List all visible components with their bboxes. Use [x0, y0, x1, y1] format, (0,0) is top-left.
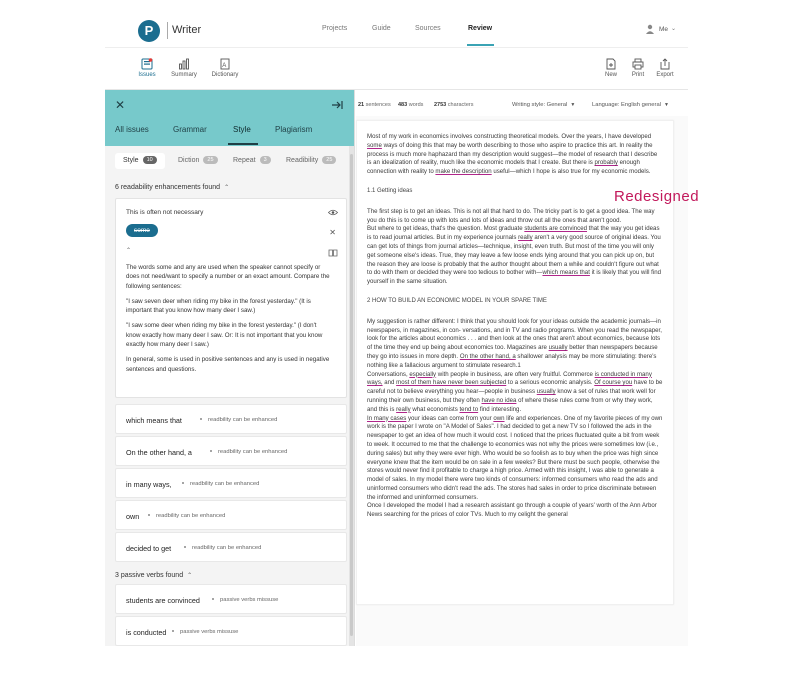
- svg-text:A: A: [222, 63, 227, 69]
- new-doc-icon: [605, 58, 617, 70]
- chevron-up-icon[interactable]: ⌃: [126, 248, 132, 254]
- close-icon[interactable]: ✕: [115, 98, 126, 112]
- issue-category: readbility can be enhanced: [182, 481, 259, 487]
- issues-panel: [105, 90, 355, 646]
- chevron-up-icon: ⌃: [187, 573, 193, 579]
- redesigned-annotation: Redesigned: [614, 188, 700, 205]
- tab-all-issues[interactable]: All issues: [115, 125, 149, 134]
- language-dropdown[interactable]: Language: English general ▼: [592, 102, 669, 108]
- subtab-style[interactable]: [115, 153, 165, 169]
- print-icon: [632, 58, 644, 70]
- flagged-phrase[interactable]: especially: [409, 370, 437, 378]
- dictionary-label: Dictionary: [211, 72, 239, 78]
- tab-plagiarism[interactable]: Plagiarism: [275, 125, 313, 134]
- passive-group-title: 3 passive verbs found: [115, 572, 184, 579]
- issue-category: readbility can be enhanced: [210, 449, 287, 455]
- issue-item[interactable]: [115, 436, 347, 466]
- readability-group-title: 6 readability enhancements found: [115, 184, 221, 191]
- subtab-bar: [115, 153, 347, 169]
- flagged-phrase[interactable]: have no idea: [481, 396, 517, 404]
- issue-card-expanded: [115, 198, 347, 398]
- subtab-repeat-label: Repeat: [233, 157, 256, 164]
- subtab-style-count: 10: [143, 156, 157, 164]
- active-tab-indicator: [228, 143, 258, 145]
- issue-explanation: [126, 263, 331, 380]
- issue-category: passive verbs missuse: [172, 629, 238, 635]
- explanation-paragraph: "I saw seven deer when riding my bike in the forest yesterday." (It is important that you know how many deer I saw.): [126, 297, 311, 315]
- suggestion-pill[interactable]: some: [126, 224, 158, 237]
- doc-paragraph: Most of my work in economics involves constructing theoretical models. Over the years, I have developed some ways of doing this that may be worth describing to those who aspire to practice this art. In reality the process is much more haphazard than my description would suggest—the model of research that I describe is an idealization of reality, much like the economic models that I create. But there is probably enough connection with reality to make the description useful—which I hope is also true for my economic models.: [367, 133, 658, 176]
- flagged-phrase[interactable]: In many cases: [367, 414, 407, 422]
- issue-phrase: which means that: [126, 416, 182, 425]
- flagged-phrase[interactable]: usually: [548, 344, 568, 352]
- explanation-paragraph: In general, some is used in positive sentences and any is used in negative sentences and questions.: [126, 356, 330, 373]
- dismiss-icon[interactable]: ✕: [329, 228, 336, 237]
- export-label: Export: [656, 72, 674, 78]
- issue-category: readbility can be enhanced: [148, 513, 225, 519]
- chevron-down-icon[interactable]: ⌄: [671, 26, 677, 32]
- readability-group-header[interactable]: [115, 184, 229, 191]
- summary-label: Summary: [171, 72, 197, 78]
- doc-heading: 1.1 Getting ideas: [367, 187, 413, 194]
- nav-projects[interactable]: Projects: [322, 25, 348, 32]
- issue-category: readbility can be enhanced: [200, 417, 277, 423]
- issue-category: readbility can be enhanced: [184, 545, 261, 551]
- flagged-phrase[interactable]: is conducted in many ways,: [367, 370, 652, 387]
- app-logo[interactable]: P: [138, 20, 160, 42]
- issue-item[interactable]: [115, 404, 347, 434]
- user-menu-label[interactable]: Me: [659, 26, 669, 33]
- doc-paragraph: My suggestion is rather different: I think that you should look for your ideas outside the academic journals—in newspapers, in magazines, in con- versations, and in TV and radio programs. When you read the newspaper, look for the articles about economics . . . and then look at the ones that aren't about economics, because lots of the time they end up being about economics too. Magazines are usually better than newspapers because they go into issues in more depth. On the other hand, a shallower analysis may be more stimulating: there's nothing like a fallacious argument to stimulate research.1 Conversations, especially with people in business, are often very fruitful. Commerce is conducted in many ways, and most of them have never been subjected to a serious economic analysis. Of course you have to be careful not to believe everything you hear—people in business usually know a set of rules that work well for running their own business, but they often have no idea of where these rules come from or why they work, and this is really what economists tend to find interesting. In many cases your ideas can come from your own life and experiences. One of my favorite pieces of my own work is the paper I wrote on "A Model of Sales". I had decided to get a new TV so I followed the ads in the newspaper to get an idea of how much it would cost. I noticed that the prices fluctuated quite a bit from week to week. It occurred to me that the challenge to economics was not why the prices were sometimes low (i.e., during sales) but why they were ever high. Who would be so foolish as to buy when the price was high since everyone knew that the item would be on sale in a few weeks? But there must be such people, otherwise the stores would never find it profitable to charge a high price. Armed with this insight, I was able to generate a model of sales. In my model there were two kinds of consumers: informed consumers who read the ads and uninformed consumers who didn't read the ads. The stores had sales in order to price discriminate between the informed and uninformed consumers. Once I developed the model I had a research assistant go through a couple of years' worth of the Ann Arbor News searching for the prices of color TVs. Much to my celight the general: [367, 317, 663, 519]
- flagged-phrase[interactable]: On the other hand, a: [459, 352, 516, 360]
- issues-button[interactable]: [129, 58, 165, 78]
- subtab-style-label: Style: [123, 157, 139, 164]
- flagged-phrase[interactable]: tend to: [459, 405, 479, 413]
- flagged-phrase[interactable]: probably: [594, 159, 618, 167]
- nav-guide[interactable]: Guide: [372, 25, 391, 32]
- toolbar: [105, 48, 688, 90]
- issues-label: Issues: [138, 72, 156, 78]
- character-count: 2753 characters: [434, 102, 474, 108]
- flagged-phrase[interactable]: really: [396, 405, 411, 413]
- issue-item[interactable]: [115, 532, 347, 562]
- subtab-diction-label: Diction: [178, 157, 200, 164]
- subtab-diction[interactable]: [170, 153, 225, 169]
- issue-item[interactable]: [115, 500, 347, 530]
- word-count: 483 words: [398, 102, 424, 108]
- passive-group-header[interactable]: [115, 572, 192, 579]
- issue-category: passive verbs missuse: [212, 597, 278, 603]
- issue-phrase: students are convinced: [126, 596, 200, 605]
- chevron-up-icon: ⌃: [224, 185, 230, 191]
- eye-icon[interactable]: [328, 209, 338, 216]
- flagged-phrase[interactable]: own: [493, 414, 505, 422]
- sentence-count: 21 sentences: [358, 102, 391, 108]
- issue-item[interactable]: [115, 468, 347, 498]
- nav-sources[interactable]: Sources: [415, 25, 441, 32]
- caret-down-icon: ▼: [570, 102, 576, 108]
- flagged-phrase[interactable]: really: [518, 234, 533, 242]
- issues-icon: [141, 58, 153, 70]
- bar-chart-icon: [178, 58, 190, 70]
- flagged-phrase[interactable]: students are convinced: [524, 225, 587, 233]
- subtab-readibility-label: Readibility: [286, 157, 319, 164]
- app-title: Writer: [172, 24, 202, 36]
- flagged-phrase[interactable]: most of them have never been subjected: [396, 379, 507, 387]
- doc-heading: 2 HOW TO BUILD AN ECONOMIC MODEL IN YOUR SPARE TIME: [367, 297, 547, 304]
- doc-paragraph: The first step is to get an ideas. This is not all that hard to do. The tricky part is to get a good idea. The way you do this is to come up with lots and lots of ideas and throw out all the ones that aren't good. But where to get ideas, that's the question. Most graduate students are convinced that the way you get ideas is to read journal articles. But in my experience journals really aren't a very good source of original ideas. You can get lots of things from journal articles—technique, insight, even truth. But most of the time you will only get someone else's ideas. True, they may leave a few loose ends lying around that you can pick up on, but the reason they are loose is probably that the author thought about them a while and couldn't figure out what to do with them or decided they were too tedious to bother with—which means that it is likely that you will find yourself in the same situation.: [367, 207, 662, 286]
- tab-grammar[interactable]: Grammar: [173, 125, 207, 134]
- summary-button[interactable]: [166, 58, 202, 78]
- flagged-phrase[interactable]: which means that: [542, 269, 590, 277]
- flagged-phrase[interactable]: some: [367, 141, 382, 149]
- issue-phrase: is conducted: [126, 628, 167, 637]
- explanation-paragraph: "I saw some deer when riding my bike in the forest yesterday." (I don't know exactly how many deer I saw. Or: It is not important that you know exactly how many deer I saw.): [126, 322, 323, 349]
- issue-hint: This is often not necessary: [126, 209, 204, 216]
- issue-phrase: own: [126, 512, 140, 521]
- nav-review[interactable]: Review: [468, 25, 493, 32]
- export-icon: [659, 58, 671, 70]
- new-label: New: [604, 72, 617, 78]
- panel-header: [105, 90, 355, 146]
- issue-phrase: decided to get: [126, 544, 172, 553]
- dictionary-button[interactable]: [207, 58, 243, 78]
- book-icon[interactable]: [328, 249, 338, 257]
- flagged-phrase[interactable]: Of course you: [594, 379, 633, 387]
- collapse-panel-icon[interactable]: [331, 100, 343, 110]
- flagged-phrase[interactable]: usually: [536, 388, 556, 396]
- subtab-diction-count: 25: [203, 156, 217, 164]
- logo-divider: [167, 22, 168, 39]
- issue-item[interactable]: [115, 616, 347, 646]
- top-nav: [105, 14, 688, 48]
- flagged-phrase[interactable]: make the description: [435, 168, 492, 176]
- export-button[interactable]: [647, 58, 683, 78]
- nav-active-indicator: [467, 44, 494, 46]
- subtab-repeat-count: 3: [260, 156, 271, 164]
- tab-style[interactable]: Style: [233, 125, 251, 134]
- user-icon[interactable]: [645, 24, 655, 34]
- editor-stats-bar: [356, 90, 688, 116]
- explanation-paragraph: The words some and any are used when the speaker cannot specify or does not need/want to specify a number or an exact amount. Compare the following sentences:: [126, 264, 330, 290]
- print-label: Print: [631, 72, 645, 78]
- subtab-repeat[interactable]: [225, 153, 280, 169]
- issue-item[interactable]: [115, 584, 347, 614]
- subtab-readibility-count: 25: [322, 156, 336, 164]
- subtab-readibility[interactable]: [278, 153, 347, 169]
- issue-phrase: in many ways,: [126, 480, 172, 489]
- writing-style-dropdown[interactable]: Writing style: General ▼: [512, 102, 576, 108]
- panel-scroll-thumb[interactable]: [350, 154, 353, 636]
- dictionary-icon: [219, 58, 231, 70]
- issue-phrase: On the other hand, a: [126, 448, 192, 457]
- caret-down-icon: ▼: [663, 102, 669, 108]
